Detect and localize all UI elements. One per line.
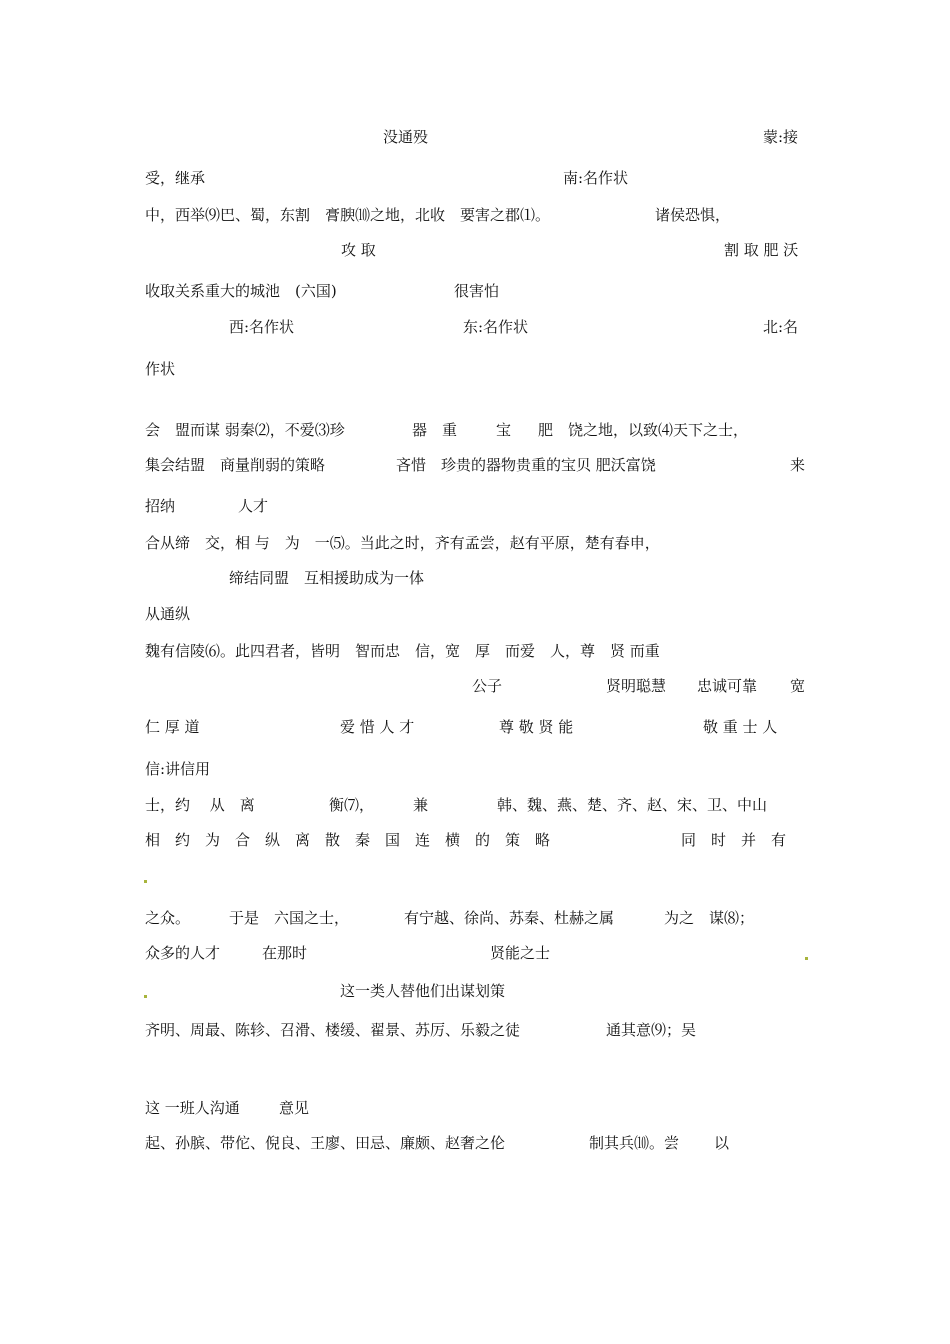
text-line: 意见	[279, 1099, 310, 1117]
text-line: 兼	[413, 796, 429, 814]
text-line: 人才	[238, 497, 269, 515]
decorative-dot	[144, 880, 147, 883]
text-line: 这一类人替他们出谋划策	[340, 982, 506, 1000]
text-line: 韩、魏、燕、楚、齐、赵、宋、卫、中山	[497, 796, 768, 814]
text-line: 同 时 并 有	[681, 831, 787, 849]
text-line: 集会结盟 商量削弱的策略	[145, 456, 326, 474]
text-line: 为之 谋⑻；	[664, 909, 755, 927]
text-line: 士，约 从 离	[145, 796, 255, 814]
text-line: 受，继承	[145, 169, 206, 187]
text-line: 有宁越、徐尚、苏秦、杜赫之属	[404, 909, 615, 927]
text-line: 忠诚可靠	[697, 677, 758, 695]
text-line: 蒙:接	[763, 128, 799, 146]
text-line: 宝	[496, 421, 512, 439]
text-line: 北:名	[763, 318, 799, 336]
text-line: 器 重	[412, 421, 458, 439]
text-line: 制其兵⑽。尝	[589, 1134, 680, 1152]
text-line: 缔结同盟 互相援助成为一体	[229, 569, 425, 587]
text-line: 魏有信陵⑹。此四君者，皆明 智而忠 信，宽 厚 而爱 人，尊 贤 而重	[145, 642, 660, 660]
text-line: 贤能之士	[490, 944, 551, 962]
text-line: 中，西举⑼巴、蜀，东割 膏腴⑽之地，北收 要害之郡⑴。	[145, 206, 551, 224]
text-line: 宽	[790, 677, 806, 695]
text-line: 在那时	[262, 944, 308, 962]
text-line: 没通殁	[383, 128, 429, 146]
text-line: 敬 重 士 人	[703, 718, 778, 736]
text-line: 收取关系重大的城池 (六国)	[145, 282, 337, 300]
text-line: 于是 六国之士，	[229, 909, 350, 927]
text-line: 作状	[145, 360, 176, 378]
text-line: 信:讲信用	[145, 760, 211, 778]
text-line: 攻 取	[341, 241, 376, 259]
text-line: 从通纵	[145, 605, 191, 623]
text-line: 尊 敬 贤 能	[499, 718, 574, 736]
decorative-dot	[805, 957, 808, 960]
text-line: 公子	[472, 677, 503, 695]
text-line: 肥 饶之地，以致⑷天下之士，	[538, 421, 749, 439]
text-line: 合从缔 交，相 与 为 一⑸。当此之时，齐有孟尝，赵有平原，楚有春申，	[145, 534, 660, 552]
text-line: 之众。	[145, 909, 191, 927]
text-line: 南:名作状	[563, 169, 629, 187]
text-line: 以	[714, 1134, 730, 1152]
text-line: 东:名作状	[463, 318, 529, 336]
text-line: 仁 厚 道	[145, 718, 200, 736]
text-line: 齐明、周最、陈轸、召滑、楼缓、翟景、苏厉、乐毅之徒	[145, 1021, 521, 1039]
text-line: 割 取 肥 沃	[724, 241, 799, 259]
text-line: 众多的人才	[145, 944, 221, 962]
text-line: 贤明聪慧	[606, 677, 667, 695]
text-line: 会 盟而谋 弱秦⑵，不爱⑶珍	[145, 421, 345, 439]
text-line: 通其意⑼；吴	[606, 1021, 697, 1039]
text-line: 诸侯恐惧，	[655, 206, 731, 224]
text-line: 很害怕	[454, 282, 500, 300]
text-line: 招纳	[145, 497, 176, 515]
text-line: 衡⑺，	[329, 796, 375, 814]
text-line: 西:名作状	[229, 318, 295, 336]
text-line: 相 约 为 合 纵 离 散 秦 国 连 横 的 策 略	[145, 831, 551, 849]
text-line: 这 一班人沟通	[145, 1099, 240, 1117]
text-line: 起、孙膑、带佗、倪良、王廖、田忌、廉颇、赵奢之伦	[145, 1134, 506, 1152]
text-line: 来	[790, 456, 806, 474]
decorative-dot	[144, 995, 147, 998]
text-line: 吝惜 珍贵的器物贵重的宝贝 肥沃富饶	[396, 456, 656, 474]
text-line: 爱 惜 人 才	[340, 718, 415, 736]
